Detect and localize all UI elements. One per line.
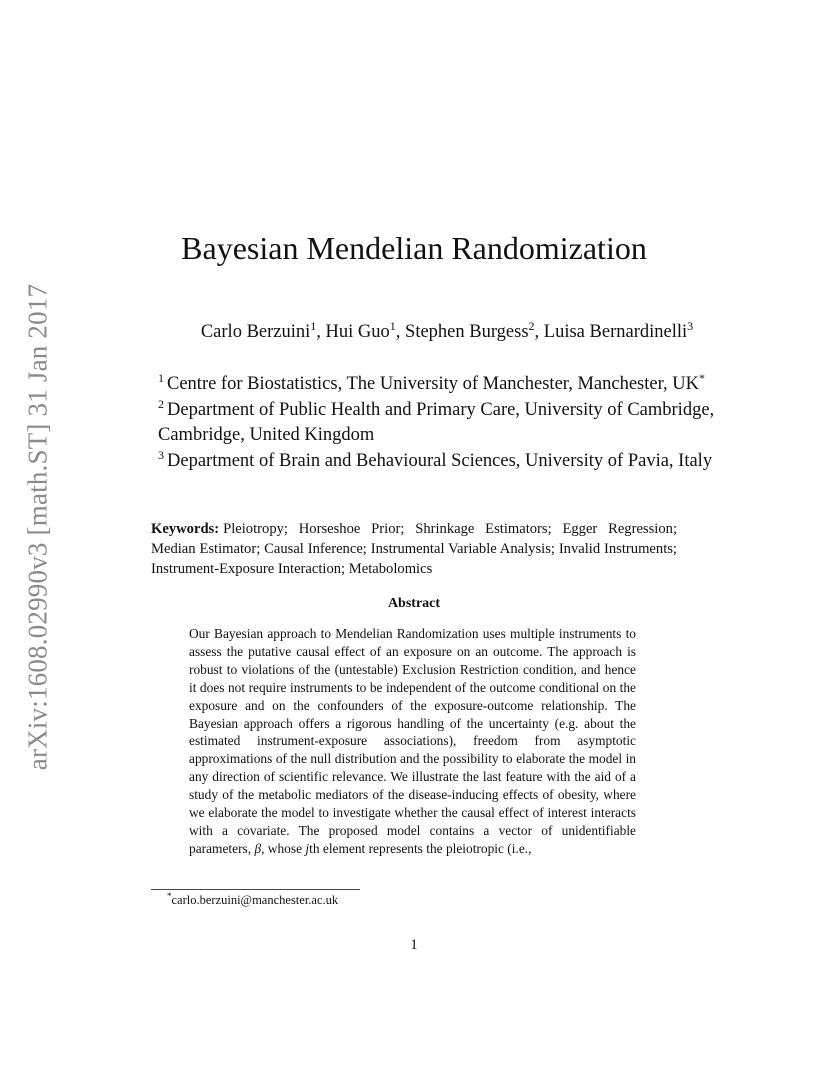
abstract-text: Our Bayesian approach to Mendelian Randomization uses multiple instruments to assess the putative causal effect of an exposure on an outcome. The approach is robust to violations of the (untestable) Exclusion Restriction condition, and hence it does not require instruments to be independent of the outcome conditional on the exposure and on the confounders of the exposure-outcome relationship. The Bayesian approach offers a rigorous handling of the uncertainty (e.g. about the estimated instrument-exposure associations), freedom from asymptotic approximations of the null distribution and the possibility to elaborate the model in any direction of scientific relevance. We illustrate the last feature with the aid of a study of the metabolic mediators of the disease-inducing effects of obesity, where we elaborate the model to investigate whether the causal effect of interest interacts with a covariate. The proposed model contains a vector of unidentifiable parameters, β, whose jth element represents the pleiotropic (i.e., (189, 626, 636, 856)
keywords-text: Pleiotropy; Horseshoe Prior; Shrinkage Estimators; Egger Regression; Median Estimator; Causal Inference; Instrumental Variable Analysis; Invalid Instruments; Instrument-Exposure Interaction; Metabolomics (151, 521, 677, 577)
author-email: carlo.berzuini@manchester.ac.uk (171, 893, 339, 907)
affiliation-2-continued: Cambridge, United Kingdom (158, 425, 375, 445)
author: Stephen Burgess$^2$, (405, 319, 544, 342)
abstract-heading: Abstract (387, 596, 441, 611)
beta-symbol: β (254, 840, 262, 856)
footnote-divider (151, 889, 360, 890)
author: Hui Guo$^1$, (325, 319, 406, 342)
keywords-label: Keywords: (151, 521, 220, 537)
affiliation-1: $^1$ Centre for Biostatistics, The University of Manchester, Manchester, UK* (158, 371, 705, 394)
footnote: *carlo.berzuini@manchester.ac.uk (167, 891, 339, 907)
author: Luisa Bernardinelli$^3$ (543, 319, 694, 342)
author: Carlo Berzuini$^1$, (200, 319, 326, 342)
arxiv-identifier: arXiv:1608.02990v3 [math.ST] 31 Jan 2017 (22, 283, 53, 771)
j-symbol: j (305, 840, 310, 856)
affiliation-2: $^2$ Department of Public Health and Primary Care, University of Cambridge, (158, 396, 715, 420)
author-list (0, 319, 828, 345)
keywords (151, 519, 677, 579)
page-number: 1 (410, 937, 418, 953)
affiliation-list (158, 372, 758, 474)
affiliation-3: $^3$ Department of Brain and Behavioural Sciences, University of Pavia, Italy (158, 447, 713, 471)
arxiv-sidebar (0, 0, 60, 1072)
paper-title: Bayesian Mendelian Randomization (181, 230, 647, 266)
